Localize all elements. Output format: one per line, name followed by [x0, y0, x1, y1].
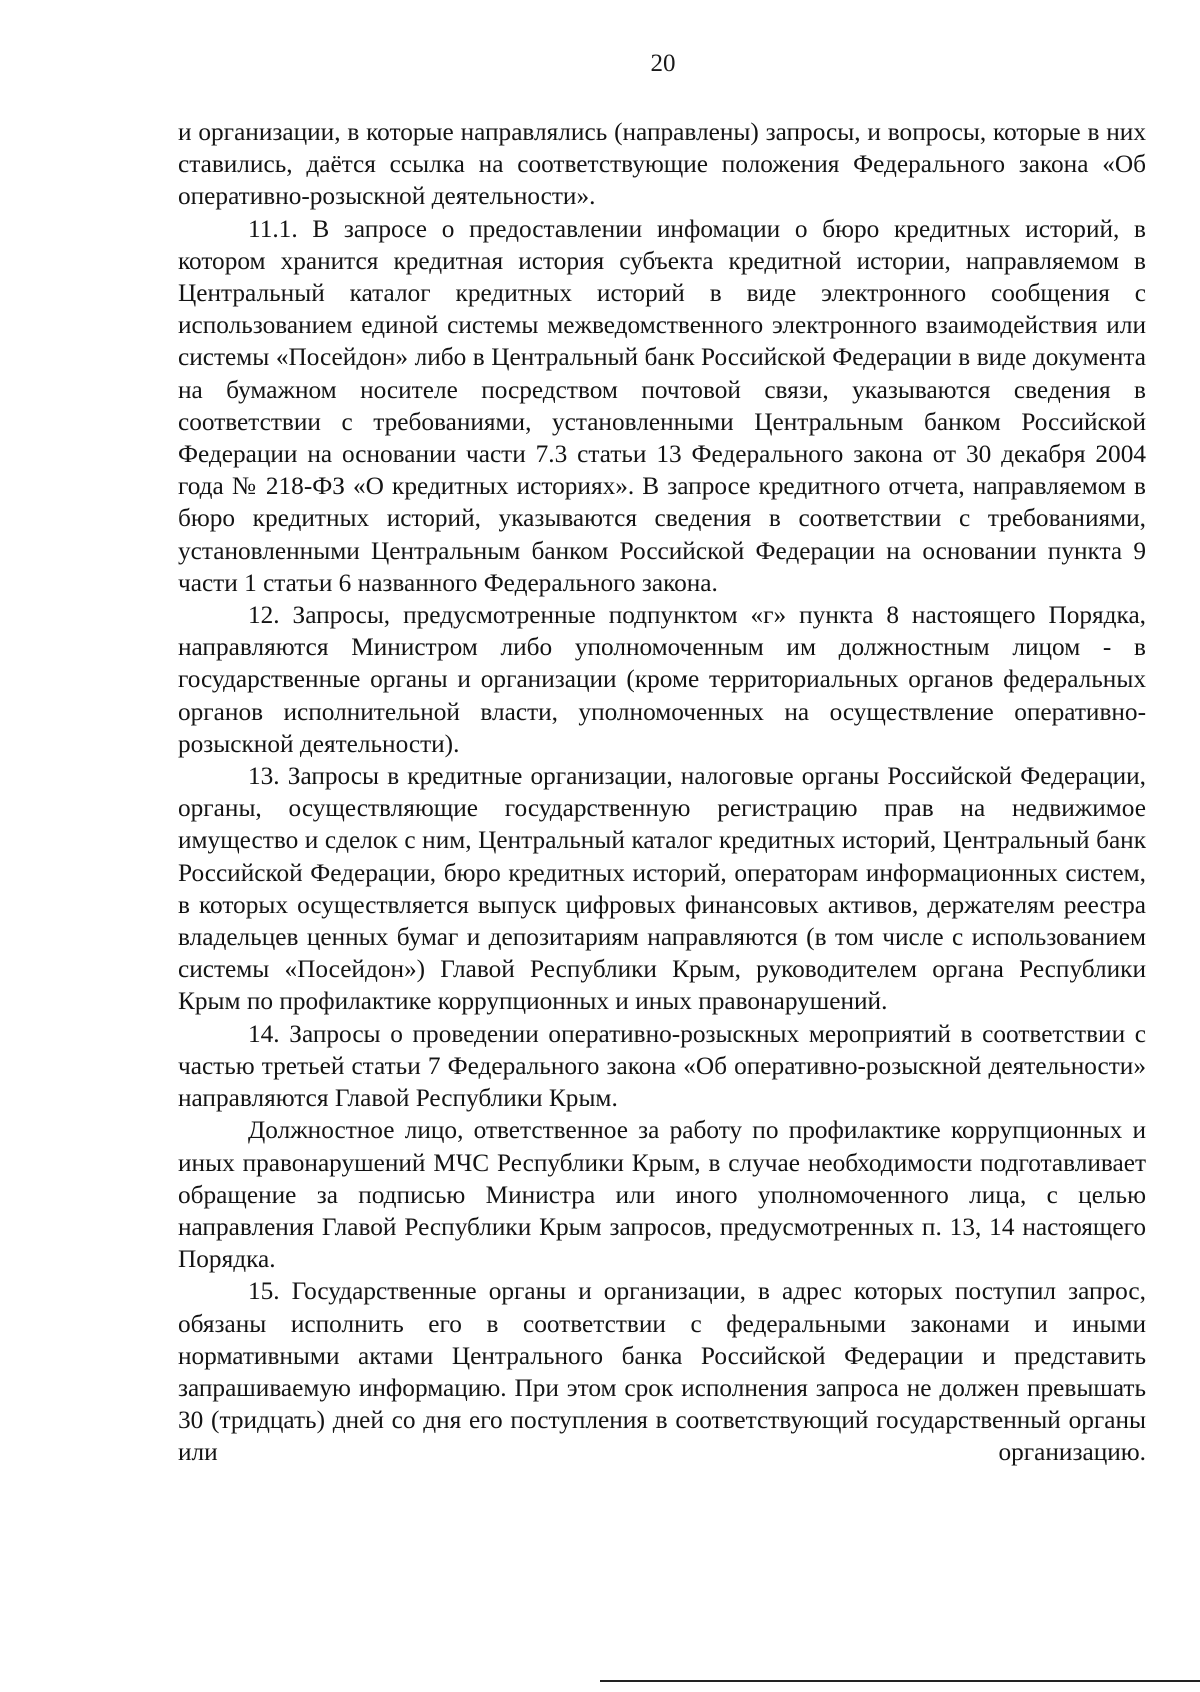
page-number: 20 — [650, 50, 676, 77]
paragraph-14: 14. Запросы о проведении оперативно-розыскных мероприятий в соответствии с частью третьей статьи 7 Федерального закона «Об оперативно-розыскной деятельности» направляются Главой Республики Крым. — [178, 1019, 1146, 1113]
document-body — [178, 116, 1146, 1469]
paragraph-official-duty: Должностное лицо, ответственное за работу по профилактике коррупционных и иных правонарушений МЧС Республики Крым, в случае необходимости подготавливает обращение за подписью Министра или иного уполномоченного лица, с целью направления Главой Республики Крым запросов, предусмотренных п. 13, 14 настоящего Порядка. — [178, 1116, 1146, 1274]
paragraph-12: 12. Запросы, предусмотренные подпунктом «г» пункта 8 настоящего Порядка, направляются Министром либо уполномоченным им должностным лицом - в государственные органы и организации (кроме территориальных органов федеральных органов исполнительной власти, уполномоченных на осуществление оперативно-розыскной деятельности). — [178, 601, 1146, 758]
paragraph-15: 15. Государственные органы и организации, в адрес которых поступил запрос, обязаны исполнить его в соответствии с федеральными законами и иными нормативными актами Центрального банка Российской Федерации и представить запрашиваемую информацию. При этом срок исполнения запроса не должен превышать 30 (тридцать) дней со дня его поступления в соответствующий государственный органы или организацию. — [178, 1277, 1146, 1467]
footer-divider-line — [600, 1680, 1200, 1682]
paragraph-continuation: и организации, в которые направлялись (направлены) запросы, и вопросы, которые в них ставились, даётся ссылка на соответствующие положения Федерального закона «Об оперативно-розыскной деятельности». — [178, 118, 1146, 211]
paragraph-11-1: 11.1. В запросе о предоставлении инфомации о бюро кредитных историй, в котором хранится кредитная история субъекта кредитной истории, направляемом в Центральный каталог кредитных историй в виде электронного сообщения с использованием единой системы межведомственного электронного взаимодействия или системы «Посейдон» либо в Центральный банк Российской Федерации в виде документа на бумажном носителе посредством почтовой связи, указываются сведения в соответствии с требованиями, установленными Центральным банком Российской Федерации на основании части 7.3 статьи 13 Федерального закона от 30 декабря 2004 года № 218-ФЗ «О кредитных историях». В запросе кредитного отчета, направляемом в бюро кредитных историй, указываются сведения в соответствии с требованиями, установленными Центральным банком Российской Федерации на основании пункта 9 части 1 статьи 6 названного Федерального закона. — [178, 214, 1146, 597]
paragraph-13: 13. Запросы в кредитные организации, налоговые органы Российской Федерации, органы, осуществляющие государственную регистрацию прав на недвижимое имущество и сделок с ним, Центральный каталог кредитных историй, Центральный банк Российской Федерации, бюро кредитных историй, операторам информационных систем, в которых осуществляется выпуск цифровых финансовых активов, держателям реестра владельцев ценных бумаг и депозитариям направляются (в том числе с использованием системы «Посейдон») Главой Республики Крым, руководителем органа Республики Крым по профилактике коррупционных и иных правонарушений. — [178, 762, 1146, 1016]
